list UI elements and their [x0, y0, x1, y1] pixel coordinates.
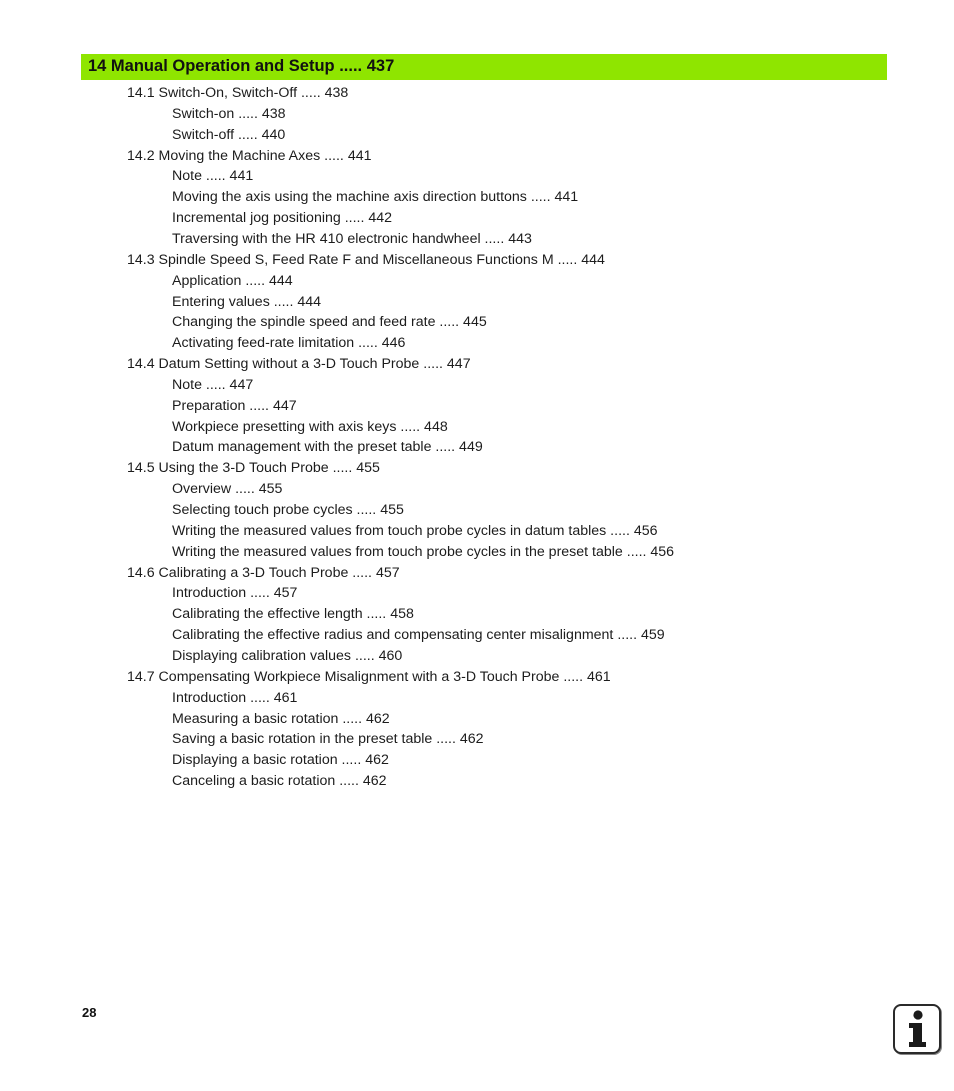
toc-subsection-entry[interactable]: Entering values ..... 444	[172, 293, 322, 310]
toc-section-entry[interactable]: 14.4 Datum Setting without a 3-D Touch Probe ..... 447	[127, 356, 471, 373]
toc-subsection-entry[interactable]: Moving the axis using the machine axis direction buttons ..... 441	[172, 189, 579, 206]
toc-subsection-entry[interactable]: Activating feed-rate limitation ..... 446	[172, 335, 406, 352]
toc-subsection-entry[interactable]: Traversing with the HR 410 electronic handwheel ..... 443	[172, 230, 532, 247]
toc-section-entry[interactable]: 14.1 Switch-On, Switch-Off ..... 438	[127, 85, 349, 101]
toc-section-entry[interactable]: 14.3 Spindle Speed S, Feed Rate F and Miscellaneous Functions M ..... 444	[127, 251, 605, 268]
toc-subsection-entry[interactable]: Overview ..... 455	[172, 481, 283, 498]
toc-subsection-entry[interactable]: Switch-off ..... 440	[172, 126, 286, 143]
toc-subsection-entry[interactable]: Datum management with the preset table ..... 449	[172, 439, 483, 456]
chapter-heading-bar	[81, 54, 887, 80]
toc-subsection-entry[interactable]: Calibrating the effective radius and compensating center misalignment ..... 459	[172, 627, 665, 644]
toc-subsection-entry[interactable]: Note ..... 441	[172, 168, 254, 185]
page-number: 28	[82, 1005, 97, 1020]
toc-subsection-entry[interactable]: Writing the measured values from touch probe cycles in datum tables ..... 456	[172, 522, 658, 539]
toc-subsection-entry[interactable]: Changing the spindle speed and feed rate ..... 445	[172, 314, 487, 331]
toc-subsection-entry[interactable]: Note ..... 447	[172, 376, 254, 393]
toc-section-entry[interactable]: 14.2 Moving the Machine Axes ..... 441	[127, 147, 372, 164]
toc-section-entry[interactable]: 14.5 Using the 3-D Touch Probe ..... 455	[127, 460, 380, 477]
toc-subsection-entry[interactable]: Displaying a basic rotation ..... 462	[172, 752, 389, 769]
toc-section-entry[interactable]: 14.6 Calibrating a 3-D Touch Probe ..... 457	[127, 564, 400, 581]
toc-subsection-entry[interactable]: Application ..... 444	[172, 272, 293, 289]
toc-subsection-entry[interactable]: Preparation ..... 447	[172, 397, 297, 414]
toc-subsection-entry[interactable]: Incremental jog positioning ..... 442	[172, 210, 393, 227]
chapter-title[interactable]: 14 Manual Operation and Setup ..... 437	[88, 57, 395, 75]
info-glyph	[895, 1006, 939, 1052]
toc-subsection-entry[interactable]: Saving a basic rotation in the preset table ..... 462	[172, 731, 484, 748]
toc-section-entry[interactable]: 14.7 Compensating Workpiece Misalignment with a 3-D Touch Probe ..... 461	[127, 668, 611, 685]
toc-subsection-entry[interactable]: Writing the measured values from touch probe cycles in the preset table ..... 456	[172, 543, 675, 560]
toc-subsection-entry[interactable]: Selecting touch probe cycles ..... 455	[172, 502, 404, 518]
toc-subsection-entry[interactable]: Introduction ..... 461	[172, 689, 298, 706]
toc-subsection-entry[interactable]: Calibrating the effective length ..... 458	[172, 606, 414, 623]
toc-subsection-entry[interactable]: Displaying calibration values ..... 460	[172, 647, 403, 664]
toc-subsection-entry[interactable]: Introduction ..... 457	[172, 585, 298, 602]
toc-subsection-entry[interactable]: Workpiece presetting with axis keys ..... 448	[172, 418, 448, 435]
toc-subsection-entry[interactable]: Canceling a basic rotation ..... 462	[172, 773, 387, 790]
toc-subsection-entry[interactable]: Switch-on ..... 438	[172, 105, 286, 122]
toc-subsection-entry[interactable]: Measuring a basic rotation ..... 462	[172, 710, 390, 727]
info-icon	[893, 1004, 941, 1054]
